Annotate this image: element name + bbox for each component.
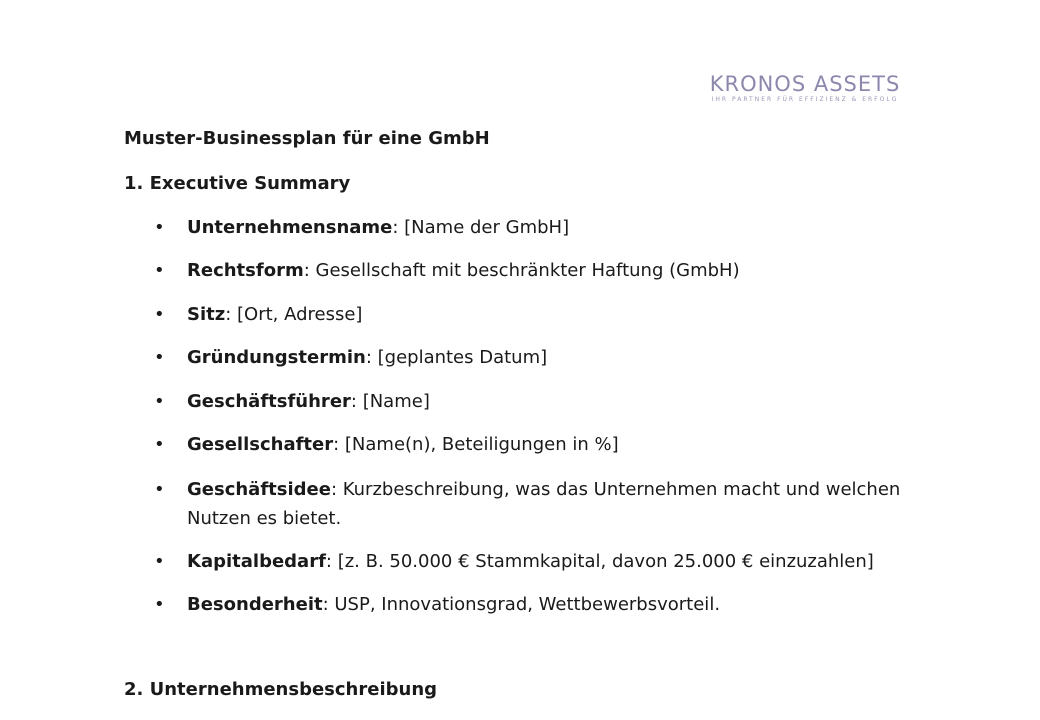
item-text: : [Ort, Adresse] [225,304,363,325]
item-term: Geschäftsidee [187,479,331,500]
item-term: Kapitalbedarf [187,551,326,572]
item-text: : Kurzbeschreibung, was das Unternehmen macht und welchen Nutzen es bietet. [187,479,901,529]
item-text: : [Name(n), Beteiligungen in %] [333,434,619,455]
item-text: : USP, Innovationsgrad, Wettbewerbsvorteil. [322,594,721,615]
item-term: Gesellschafter [187,434,334,455]
document-title: Muster-Businessplan für eine GmbH [124,128,490,149]
item-text: : Gesellschaft mit beschränkter Haftung (GmbH) [303,260,740,281]
company-logo [700,72,910,104]
item-term: Rechtsform [187,260,304,281]
logo-name: KRONOS ASSETS [709,72,901,96]
bullet-icon: • [154,260,165,281]
bullet-icon: • [154,304,165,325]
section-heading-unternehmensbeschreibung: 2. Unternehmensbeschreibung [124,679,438,700]
bullet-icon: • [154,551,165,572]
bullet-icon: • [154,434,165,455]
item-text: : [Name] [350,391,430,412]
item-text: : [Name der GmbH] [392,217,570,238]
logo-tagline: IHR PARTNER FÜR EFFIZIENZ & ERFOLG [711,96,899,103]
item-term: Besonderheit [187,594,323,615]
item-term: Sitz [187,304,226,325]
bullet-icon: • [154,479,165,500]
bullet-icon: • [154,347,165,368]
item-term: Geschäftsführer [187,391,351,412]
item-text: : [z. B. 50.000 € Stammkapital, davon 25.000 € einzuzahlen] [325,551,874,572]
bullet-icon: • [154,217,165,238]
bullet-icon: • [154,594,165,615]
item-term: Gründungstermin [187,347,366,368]
item-text: : [geplantes Datum] [365,347,548,368]
section-heading-executive-summary: 1. Executive Summary [124,173,351,194]
bullet-icon: • [154,391,165,412]
item-term: Unternehmensname [187,217,393,238]
